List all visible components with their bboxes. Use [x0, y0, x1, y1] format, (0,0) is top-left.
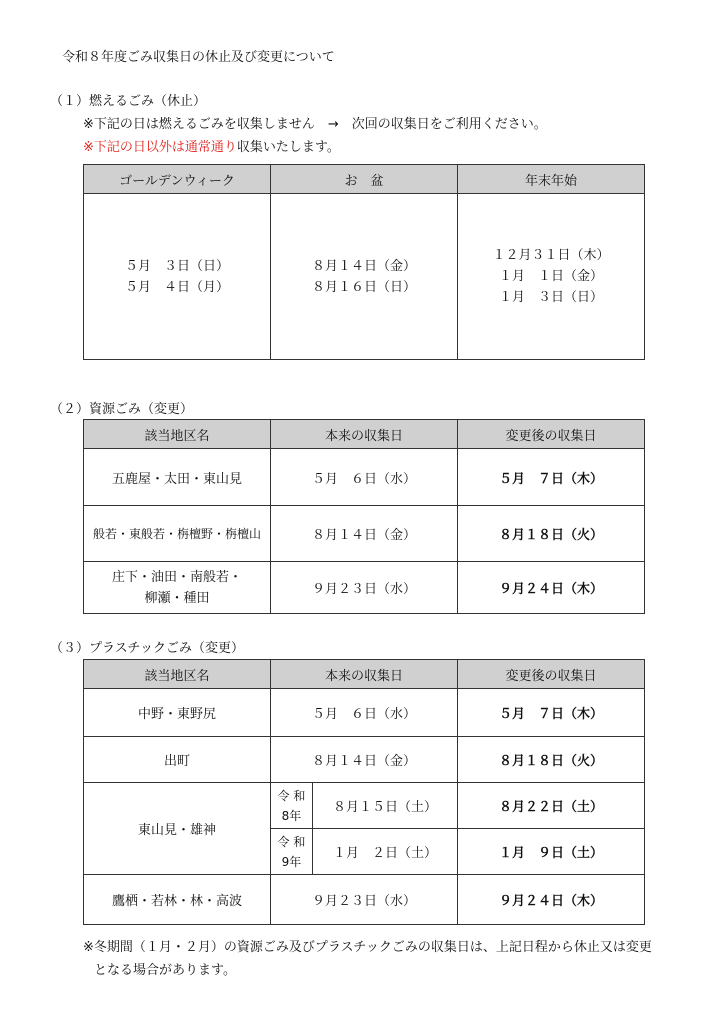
original-date: ９月２３日（水） — [271, 875, 458, 925]
new-year-dates — [458, 194, 645, 360]
date-line: ５月 ３日（日） — [124, 258, 229, 274]
table-row — [84, 737, 645, 783]
header-area: 該当地区名 — [84, 420, 271, 449]
area-line: 柳瀬・種田 — [144, 590, 210, 606]
era-line: 8年 — [281, 808, 302, 823]
changed-date: ９月２４日（木） — [458, 875, 645, 925]
era-line: 令 和 — [277, 834, 306, 849]
area-name: 出町 — [84, 737, 271, 783]
golden-week-dates — [84, 194, 271, 360]
area-name: 東山見・雄神 — [84, 783, 271, 875]
era-line: 令 和 — [277, 788, 306, 803]
burnable-suspension-table — [83, 164, 645, 360]
header-original-date: 本来の収集日 — [271, 420, 458, 449]
header-original-date: 本来の収集日 — [271, 660, 458, 689]
section2-heading: （２）資源ごみ（変更） — [50, 402, 194, 417]
section3-heading: （３）プラスチックごみ（変更） — [50, 641, 244, 656]
original-date: ８月１４日（金） — [271, 506, 458, 562]
page-title: 令和８年度ごみ収集日の休止及び変更について — [62, 50, 335, 65]
original-date: ５月 ６日（水） — [271, 449, 458, 506]
header-obon: お 盆 — [271, 165, 458, 194]
header-area: 該当地区名 — [84, 660, 271, 689]
header-changed-date: 変更後の収集日 — [458, 420, 645, 449]
changed-date: ５月 ７日（木） — [458, 689, 645, 737]
header-golden-week: ゴールデンウィーク — [84, 165, 271, 194]
footer-note-continued: となる場合があります。 — [94, 963, 236, 978]
changed-date: ９月２４日（木） — [458, 562, 645, 614]
area-line: 庄下・油田・南般若・ — [111, 569, 242, 585]
footer-note: ※冬期間（１月・２月）の資源ごみ及びプラスチックごみの収集日は、上記日程から休止又は変更 — [83, 940, 652, 955]
era-label — [271, 829, 313, 875]
area-name: 鷹栖・若林・林・高波 — [84, 875, 271, 925]
changed-date: ８月１８日（火） — [458, 737, 645, 783]
original-date: ８月１４日（金） — [271, 737, 458, 783]
table-row — [84, 449, 645, 506]
date-line: ５月 ４日（月） — [124, 279, 229, 295]
section1-note: ※下記の日は燃えるごみを収集しません → 次回の収集日をご利用ください。 — [83, 117, 547, 132]
table-row — [84, 506, 645, 562]
original-date: ８月１５日（土） — [313, 783, 458, 829]
red-note-suffix: 収集いたします。 — [236, 140, 340, 155]
date-line: １月 １日（金） — [498, 269, 603, 284]
table-row — [84, 689, 645, 737]
resource-change-table — [83, 419, 645, 614]
date-line: ８月１６日（日） — [311, 279, 416, 295]
original-date: ９月２３日（水） — [271, 562, 458, 614]
changed-date: ８月１８日（火） — [458, 506, 645, 562]
area-name: 五鹿屋・太田・東山見 — [84, 449, 271, 506]
area-name: 中野・東野尻 — [84, 689, 271, 737]
changed-date: ８月２２日（土） — [458, 783, 645, 829]
era-label — [271, 783, 313, 829]
era-line: 9年 — [281, 854, 302, 869]
plastic-change-table — [83, 659, 645, 925]
header-new-year: 年末年始 — [458, 165, 645, 194]
table-row — [84, 562, 645, 614]
section1-heading: （１）燃えるごみ（休止） — [50, 94, 207, 109]
date-line: １２月３１日（木） — [492, 248, 610, 263]
original-date: ５月 ６日（水） — [271, 689, 458, 737]
changed-date: ５月 ７日（木） — [458, 449, 645, 506]
table-row — [84, 875, 645, 925]
original-date: １月 ２日（土） — [313, 829, 458, 875]
red-note: ※下記の日以外は通常通り — [83, 140, 237, 155]
changed-date: １月 ９日（土） — [458, 829, 645, 875]
table-row — [84, 783, 645, 829]
header-changed-date: 変更後の収集日 — [458, 660, 645, 689]
obon-dates — [271, 194, 458, 360]
area-name: 般若・東般若・栴檀野・栴檀山 — [84, 506, 271, 562]
date-line: ８月１４日（金） — [311, 258, 416, 274]
area-name — [84, 562, 271, 614]
date-line: １月 ３日（日） — [498, 290, 603, 305]
section1-note-red-line — [83, 136, 340, 155]
